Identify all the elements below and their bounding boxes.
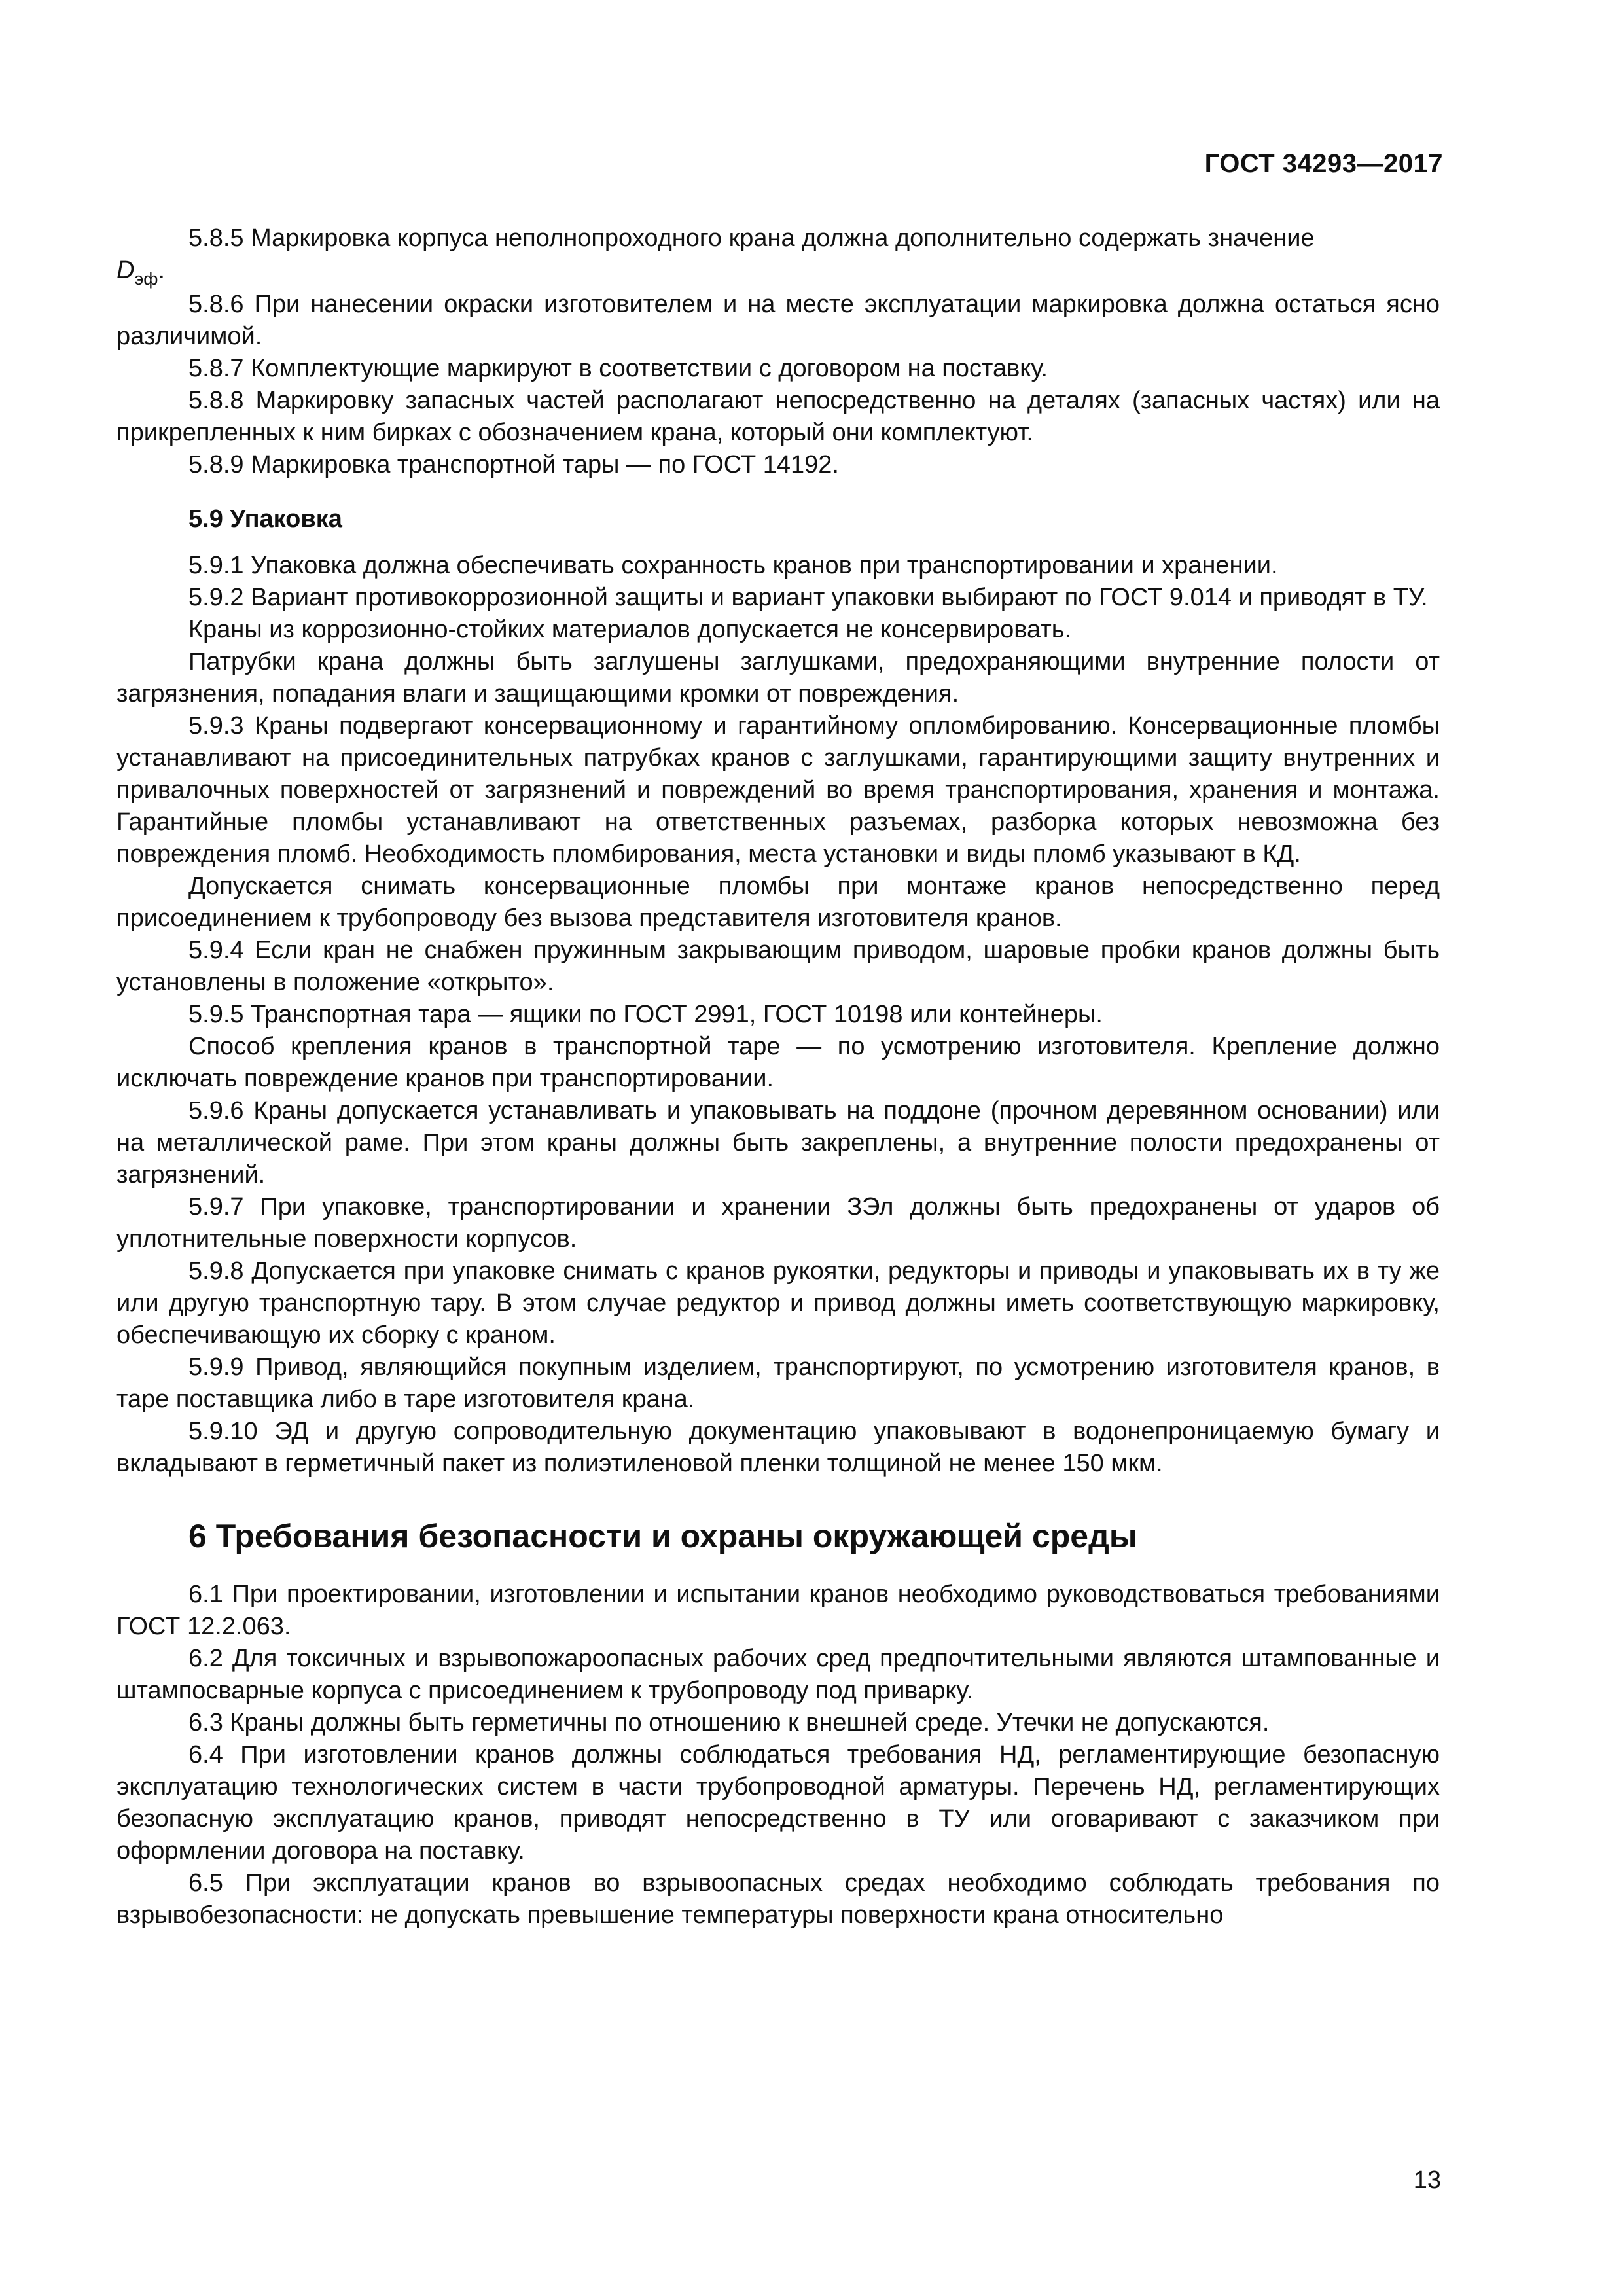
paragraph-5-8-5-symbol bbox=[116, 255, 1440, 289]
paragraph-5-8-8: 5.8.8 Маркировку запасных частей располагают непосредственно на деталях (запасных частях) или на прикрепленных к ним бирках с обозначением крана, который они комплектуют. bbox=[116, 387, 1440, 446]
paragraph-5-8-6: 5.8.6 При нанесении окраски изготовителем и на месте эксплуатации маркировка должна остаться ясно различимой. bbox=[116, 291, 1440, 350]
paragraph-5-9-2-c: Патрубки крана должны быть заглушены заглушками, предохраняющими внутренние полости от загрязнения, попадания влаги и защищающими кромки от повреждения. bbox=[116, 648, 1440, 708]
paragraph-5-9-9: 5.9.9 Привод, являющийся покупным изделием, транспортируют, по усмотрению изготовителя кранов, в таре поставщика либо в таре изготовителя крана. bbox=[116, 1354, 1440, 1413]
heading-section-6: 6 Требования безопасности и охраны окружающей среды bbox=[188, 1518, 1137, 1554]
paragraph-5-9-2-b: Краны из коррозионно-стойких материалов допускается не консервировать. bbox=[188, 616, 1072, 643]
heading-5-9: 5.9 Упаковка bbox=[188, 505, 342, 533]
paragraph-6-4: 6.4 При изготовлении кранов должны соблюдаться требования НД, регламентирующие безопасную эксплуатацию технологических систем в части трубопроводной арматуры. Перечень НД, регламентирующих безопасную эксплуатацию кранов, приводят непосредственно в ТУ или оговаривают с заказчиком при оформлении договора на поставку. bbox=[116, 1741, 1440, 1865]
paragraph-5-9-6: 5.9.6 Краны допускается устанавливать и упаковывать на поддоне (прочном деревянном основании) или на металлической раме. При этом краны должны быть закреплены, а внутренние полости предохранены от загрязнений. bbox=[116, 1097, 1440, 1189]
paragraph-6-5: 6.5 При эксплуатации кранов во взрывоопасных средах необходимо соблюдать требования по взрывобезопасности: не допускать превышение температуры поверхности крана относительно bbox=[116, 1869, 1440, 1929]
paragraph-6-2: 6.2 Для токсичных и взрывопожароопасных рабочих сред предпочтительными являются штампованные и штампосварные корпуса с присоединением к трубопроводу под приварку. bbox=[116, 1645, 1440, 1704]
paragraph-5-9-3-b: Допускается снимать консервационные пломбы при монтаже кранов непосредственно перед присоединением к трубопроводу без вызова представителя изготовителя кранов. bbox=[116, 872, 1440, 932]
paragraph-5-8-9: 5.8.9 Маркировка транспортной тары — по ГОСТ 14192. bbox=[188, 451, 839, 478]
paragraph-5-9-2: 5.9.2 Вариант противокоррозионной защиты и вариант упаковки выбирают по ГОСТ 9.014 и приводят в ТУ. bbox=[188, 584, 1428, 611]
paragraph-5-9-1: 5.9.1 Упаковка должна обеспечивать сохранность кранов при транспортировании и хранении. bbox=[188, 552, 1278, 579]
paragraph-5-9-5-b: Способ крепления кранов в транспортной таре — по усмотрению изготовителя. Крепление должно исключать повреждение кранов при транспортировании. bbox=[116, 1033, 1440, 1092]
paragraph-6-3: 6.3 Краны должны быть герметичны по отношению к внешней среде. Утечки не допускаются. bbox=[188, 1709, 1270, 1736]
paragraph-5-8-7: 5.8.7 Комплектующие маркируют в соответствии с договором на поставку. bbox=[188, 355, 1048, 382]
paragraph-5-9-4: 5.9.4 Если кран не снабжен пружинным закрывающим приводом, шаровые пробки кранов должны быть установлены в положение «открыто». bbox=[116, 937, 1440, 996]
document-code: ГОСТ 34293—2017 bbox=[1204, 149, 1443, 178]
paragraph-5-9-7: 5.9.7 При упаковке, транспортировании и хранении ЗЭл должны быть предохранены от ударов об уплотнительные поверхности корпусов. bbox=[116, 1193, 1440, 1253]
paragraph-5-9-10: 5.9.10 ЭД и другую сопроводительную документацию упаковывают в водонепроницаемую бумагу и вкладывают в герметичный пакет из полиэтиленовой пленки толщиной не менее 150 мкм. bbox=[116, 1418, 1440, 1477]
paragraph-5-9-5: 5.9.5 Транспортная тара — ящики по ГОСТ 2991, ГОСТ 10198 или контейнеры. bbox=[188, 1001, 1103, 1028]
paragraph-5-9-8: 5.9.8 Допускается при упаковке снимать с кранов рукоятки, редукторы и приводы и упаковывать их в ту же или другую транспортную тару. В этом случае редуктор и привод должны иметь соответствующую маркировку, обеспечивающую их сборку с краном. bbox=[116, 1257, 1440, 1349]
paragraph-5-9-3: 5.9.3 Краны подвергают консервационному и гарантийному опломбированию. Консервационные пломбы устанавливают на присоединительных патрубках кранов с заглушками, гарантирующими защиту внутренних и привалочных поверхностей от загрязнений и повреждений во время транспортирования, хранения и монтажа. Гарантийные пломбы устанавливают на ответственных разъемах, разборка которых невозможна без повреждения пломб. Необходимость пломбирования, места установки и виды пломб указывают в КД. bbox=[116, 712, 1440, 868]
document-body bbox=[116, 223, 1440, 1931]
symbol-end: . bbox=[158, 257, 166, 284]
paragraph-text: 5.8.5 Маркировка корпуса неполнопроходного крана должна дополнительно содержать значение bbox=[188, 224, 1315, 252]
paragraph-5-8-5 bbox=[116, 223, 1440, 255]
symbol-subscript: эф bbox=[134, 269, 158, 289]
symbol-d: D bbox=[116, 257, 135, 284]
page-number: 13 bbox=[1413, 2166, 1441, 2194]
paragraph-6-1: 6.1 При проектировании, изготовлении и испытании кранов необходимо руководствоваться требованиями ГОСТ 12.2.063. bbox=[116, 1581, 1440, 1640]
